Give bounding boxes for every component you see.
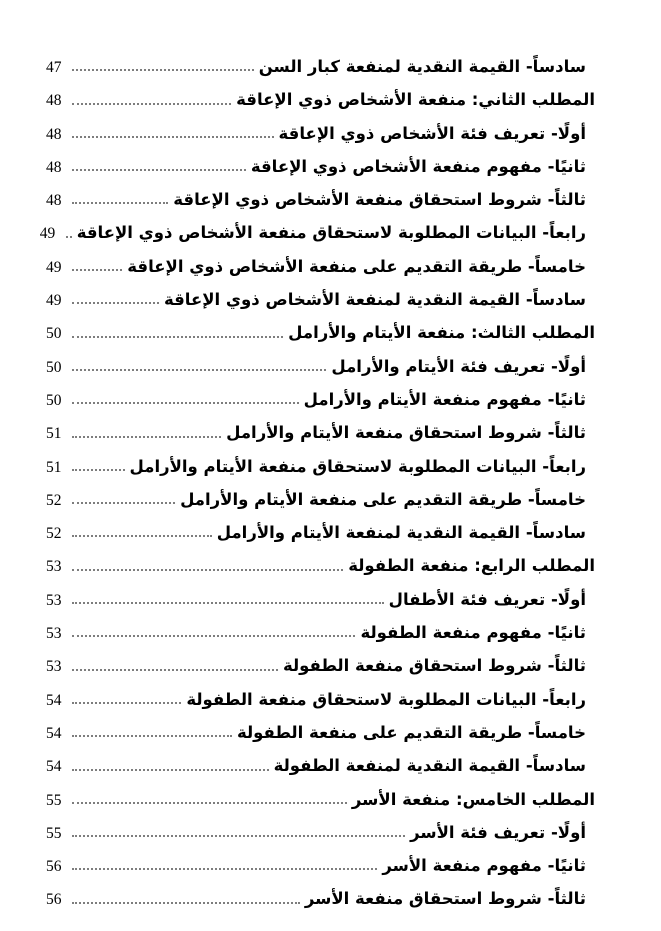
toc-entry-title: أولًا- تعريف فئة الأشخاص ذوي الإعاقة xyxy=(278,123,586,143)
toc-entry-page: 48 xyxy=(46,125,62,143)
toc-entry[interactable] xyxy=(46,783,595,816)
toc-entry-page: 50 xyxy=(46,391,62,409)
toc-entry-page: 53 xyxy=(46,591,62,609)
toc-entry-title: المطلب الخامس: منفعة الأسر xyxy=(351,789,595,809)
toc-entry-title: أولًا- تعريف فئة الأيتام والأرامل xyxy=(331,356,586,376)
toc-entry-title: المطلب الثالث: منفعة الأيتام والأرامل xyxy=(288,323,595,343)
dotted-leader xyxy=(72,635,355,637)
toc-entry-page: 51 xyxy=(46,458,62,476)
toc-entry[interactable] xyxy=(46,716,595,749)
toc-entry[interactable] xyxy=(46,450,595,483)
toc-entry-title: المطلب الثاني: منفعة الأشخاص ذوي الإعاقة xyxy=(236,90,595,110)
toc-entry-page: 53 xyxy=(46,625,62,643)
toc-entry-page: 54 xyxy=(46,724,62,742)
toc-entry-page: 56 xyxy=(46,858,62,876)
toc-entry-title: خامساً- طريقة التقديم على منفعة الأيتام والأرامل xyxy=(180,489,586,509)
toc-entry[interactable] xyxy=(46,150,595,183)
toc-entry-page: 55 xyxy=(46,791,62,809)
dotted-leader xyxy=(72,269,122,271)
toc-entry-title: ثانيًا- مفهوم منفعة الطفولة xyxy=(360,623,586,643)
toc-entry[interactable] xyxy=(46,683,595,716)
toc-entry-page: 48 xyxy=(46,158,62,176)
dotted-leader xyxy=(72,202,168,204)
dotted-leader xyxy=(72,302,159,304)
toc-entry-page: 48 xyxy=(46,192,62,210)
toc-entry[interactable] xyxy=(46,649,595,682)
toc-entry-page: 49 xyxy=(46,258,62,276)
toc-entry[interactable] xyxy=(46,350,595,383)
toc-entry-page: 49 xyxy=(39,225,56,243)
toc-entry-title: سادساً- القيمة النقدية لمنفعة الأيتام والأرامل xyxy=(216,523,586,543)
toc-entry-page: 50 xyxy=(46,325,62,343)
dotted-leader xyxy=(72,602,384,604)
toc-entry[interactable] xyxy=(46,383,595,416)
dotted-leader xyxy=(72,569,343,571)
toc-entry[interactable] xyxy=(46,83,595,116)
dotted-leader xyxy=(72,702,181,704)
dotted-leader xyxy=(66,236,72,238)
dotted-leader xyxy=(72,902,300,904)
toc-entry[interactable] xyxy=(46,849,595,882)
toc-entry-title: خامساً- طريقة التقديم على منفعة الأشخاص ذوي الإعاقة xyxy=(127,256,586,276)
toc-entry[interactable] xyxy=(46,749,595,782)
toc-entry-page: 52 xyxy=(46,491,62,509)
toc-entry-title: رابعاً- البيانات المطلوبة لاستحقاق منفعة الأشخاص ذوي الإعاقة xyxy=(76,223,586,243)
dotted-leader xyxy=(72,735,232,737)
toc-entry[interactable] xyxy=(46,882,595,915)
dotted-leader xyxy=(72,436,221,438)
toc-entry-title: سادساً- القيمة النقدية لمنفعة كبار السن xyxy=(258,57,586,76)
toc-entry[interactable] xyxy=(46,549,595,582)
toc-entry-title: سادساً- القيمة النقدية لمنفعة الأشخاص ذوي الإعاقة xyxy=(163,290,586,310)
toc-entry[interactable] xyxy=(46,416,595,449)
toc-entry-title: ثالثاً- شروط استحقاق منفعة الطفولة xyxy=(282,656,586,676)
toc-entry-page: 53 xyxy=(46,558,62,576)
dotted-leader xyxy=(72,402,299,404)
toc-entry-page: 50 xyxy=(46,358,62,376)
toc-entry[interactable] xyxy=(46,250,595,283)
toc-list xyxy=(39,50,595,916)
toc-entry[interactable] xyxy=(46,516,595,549)
toc-entry-title: ثانيًا- مفهوم منفعة الأسر xyxy=(382,856,586,876)
toc-entry[interactable] xyxy=(39,216,595,249)
toc-entry[interactable] xyxy=(46,583,595,616)
toc-entry[interactable] xyxy=(46,183,595,216)
toc-entry[interactable] xyxy=(46,283,595,316)
toc-entry-title: ثالثاً- شروط استحقاق منفعة الأيتام والأرامل xyxy=(226,423,586,443)
dotted-leader xyxy=(72,469,125,471)
toc-entry[interactable] xyxy=(46,50,595,83)
toc-entry-title: رابعاً- البيانات المطلوبة لاستحقاق منفعة الأيتام والأرامل xyxy=(129,456,586,476)
toc-entry-title: ثالثاً- شروط استحقاق منفعة الأشخاص ذوي الإعاقة xyxy=(173,190,586,210)
toc-entry[interactable] xyxy=(46,616,595,649)
dotted-leader xyxy=(72,169,246,171)
dotted-leader xyxy=(72,502,175,504)
dotted-leader xyxy=(72,835,405,837)
dotted-leader xyxy=(72,136,274,138)
toc-entry-page: 48 xyxy=(46,92,62,110)
dotted-leader xyxy=(72,69,254,71)
toc-entry-page: 49 xyxy=(46,292,62,310)
toc-entry-page: 55 xyxy=(46,824,62,842)
toc-entry-page: 51 xyxy=(46,425,62,443)
toc-entry-title: ثالثاً- شروط استحقاق منفعة الأسر xyxy=(304,889,586,909)
toc-entry-title: رابعاً- البيانات المطلوبة لاستحقاق منفعة الطفولة xyxy=(186,689,586,709)
dotted-leader xyxy=(72,802,347,804)
toc-entry[interactable] xyxy=(46,483,595,516)
toc-entry-page: 53 xyxy=(46,658,62,676)
toc-entry[interactable] xyxy=(46,316,595,349)
dotted-leader xyxy=(72,868,377,870)
toc-entry[interactable] xyxy=(46,816,595,849)
dotted-leader xyxy=(72,769,269,771)
toc-entry-page: 52 xyxy=(46,525,62,543)
dotted-leader xyxy=(72,369,326,371)
dotted-leader xyxy=(72,669,278,671)
toc-entry-title: خامساً- طريقة التقديم على منفعة الطفولة xyxy=(236,722,586,742)
toc-entry-title: المطلب الرابع: منفعة الطفولة xyxy=(348,556,595,576)
toc-entry-title: أولًا- تعريف فئة الأسر xyxy=(410,822,586,842)
dotted-leader xyxy=(72,103,231,105)
toc-entry-title: سادساً- القيمة النقدية لمنفعة الطفولة xyxy=(273,756,586,776)
toc-entry-page: 56 xyxy=(46,891,62,909)
toc-entry-page: 47 xyxy=(46,59,62,76)
toc-entry-title: ثانيًا- مفهوم منفعة الأيتام والأرامل xyxy=(303,389,586,409)
dotted-leader xyxy=(72,336,283,338)
toc-entry-page: 54 xyxy=(46,691,62,709)
toc-entry[interactable] xyxy=(46,117,595,150)
toc-entry-title: ثانيًا- مفهوم منفعة الأشخاص ذوي الإعاقة xyxy=(250,156,586,176)
toc-entry-title: أولًا- تعريف فئة الأطفال xyxy=(388,589,586,609)
toc-entry-page: 54 xyxy=(46,758,62,776)
dotted-leader xyxy=(72,535,212,537)
